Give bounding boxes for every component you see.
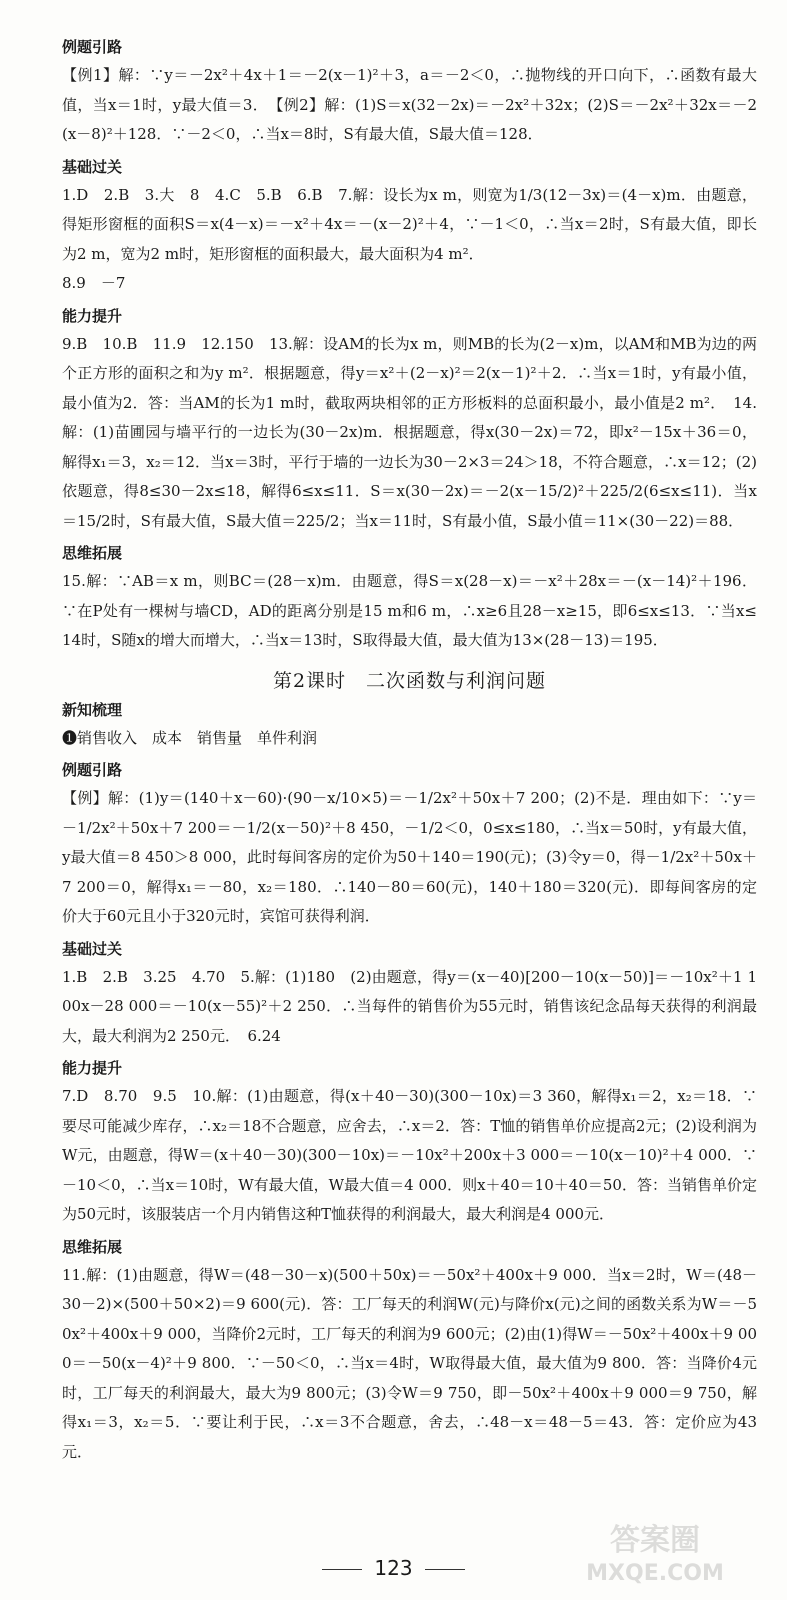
page-number-dash-left [322,1569,362,1570]
section-heading: 思维拓展 [62,544,123,562]
watermark-url: MXQE.COM [586,1561,724,1586]
section-heading: 基础过关 [62,157,123,176]
section-heading: 能力提升 [62,306,123,325]
section-group-1 [62,36,757,656]
watermark-text: 答案圈 [610,1523,700,1558]
section-heading: 思维拓展 [62,1237,123,1256]
watermark-logo [545,1510,765,1590]
answer-page [62,30,757,1467]
section-text: 9.B 10.B 11.9 12.150 13.解：设AM的长为x m，则MB的长为(2－x)m，以AM和MB为边的两个正方形的面积之和为y m²．根据题意，得y＝x²＋(2－x)²＝2(x－1)²＋2．∴当x＝1时，y有最小值，最小值为2．答：当AM的长为1 m时，截取两块相邻的正方形板料的总面积最小，最小值是2 m²． 14.解：(1)苗圃园与墙平行的一边长为(30－2x)m．根据题意，得x(30－2x)＝72，即x²－15x＋36＝0，解得x₁＝3，x₂＝12．当x＝3时，平行于墙的一边长为30－2×3＝24＞18，不符合题意，∴x＝12；(2)依题意，得8≤30－2x≤18，解得6≤x≤11．S＝x(30－2x)＝－2(x－15/2)²＋225/2(6≤x≤11)．当x＝15/2时，S有最大值，S最大值＝225/2；当x＝11时，S有最小值，S最小值＝11×(30－22)＝88． [62,334,757,530]
lesson-title: 第2课时 二次函数与利润问题 [272,669,547,692]
section-text: ❶销售收入 成本 销售量 单件利润 [62,728,318,747]
section-text: 7.D 8.70 9.5 10.解：(1)由题意，得(x＋40－30)(300－10x)＝3 360，解得x₁＝2，x₂＝18．∵要尽可能减少库存，∴x₂＝18不合题意，应舍去，∴x＝2．答：T恤的销售单价应提高2元；(2)设利润为W元，由题意，得W＝(x＋40－30)(300－10x)＝－10x²＋200x＋3 000＝－10(x－10)²＋4 000．∵－10＜0，∴当x＝10时，W有最大值，W最大值＝4 000．则x＋40＝10＋40＝50．答：当销售单价定为50元时，该服装店一个月内销售这种T恤获得的利润最大，最大利润是4 000元． [62,1087,757,1223]
section-text: 【例】解：(1)y＝(140＋x－60)·(90－x/10×5)＝－1/2x²＋50x＋7 200；(2)不是．理由如下：∵y＝－1/2x²＋50x＋7 200＝－1/2(x－50)²＋8 450，－1/2＜0，0≤x≤180，∴当x＝50时，y有最大值，y最大值＝8 450＞8 000，此时每间客房的定价为50＋140＝190(元)；(3)令y＝0，得－1/2x²＋50x＋7 200＝0，解得x₁＝－80，x₂＝180．∴140－80＝60(元)，140＋180＝320(元)．即每间客房的定价大于60元且小于320元时，宾馆可获得利润． [62,789,757,925]
section-text: 15.解：∵AB＝x m，则BC＝(28－x)m．由题意，得S＝x(28－x)＝－x²＋28x＝－(x－14)²＋196．∵在P处有一棵树与墙CD，AD的距离分别是15 m和6 m，∴x≥6且28－x≥15，即6≤x≤13．∵当x≤14时，S随x的增大而增大，∴当x＝13时，S取得最大值，最大值为13×(28－13)＝195． [62,572,757,649]
section-heading: 基础过关 [62,939,123,958]
section-heading: 能力提升 [62,1059,123,1077]
page-number-dash-right [425,1569,465,1570]
section-text: 1.D 2.B 3.大 8 4.C 5.B 6.B 7.解：设长为x m，则宽为1/3(12－3x)＝(4－x)m．由题意，得矩形窗框的面积S＝x(4－x)＝－x²＋4x＝－(x－2)²＋4，∵－1＜0，∴当x＝2时，S有最大值，即长为2 m，宽为2 m时，矩形窗框的面积最大，最大面积为4 m²． 8.9 －7 [62,185,757,292]
section-text: 1.B 2.B 3.25 4.70 5.解：(1)180 (2)由题意，得y＝(x－40)[200－10(x－50)]＝－10x²＋1 100x－28 000＝－10(x－55)²＋2 250．∴当每件的销售价为55元时，销售该纪念品每天获得的利润最大，最大利润为2 250元． 6.24 [62,967,757,1045]
section-heading: 新知梳理 [62,700,123,719]
section-text: 【例1】解：∵y＝－2x²＋4x＋1＝－2(x－1)²＋3，a＝－2＜0，∴抛物线的开口向下，∴函数有最大值，当x＝1时，y最大值＝3． 【例2】解：(1)S＝x(32－2x)＝－2x²＋32x；(2)S＝－2x²＋32x＝－2(x－8)²＋128．∵－2＜0，∴当x＝8时，S有最大值，S最大值＝128． [62,66,757,143]
section-heading: 例题引路 [62,761,123,779]
section-heading: 例题引路 [62,38,123,56]
section-group-2 [62,699,757,1468]
page-number-value: 123 [374,1556,413,1580]
section-text: 11.解：(1)由题意，得W＝(48－30－x)(500＋50x)＝－50x²＋400x＋9 000．当x＝2时，W＝(48－30－2)×(500＋50×2)＝9 600(元)．答：工厂每天的利润W(元)与降价x(元)之间的函数关系为W＝－50x²＋400x＋9 000，当降价2元时，工厂每天的利润为9 600元；(2)由(1)得W＝－50x²＋400x＋9 000＝－50(x－4)²＋9 800．∵－50＜0，∴当x＝4时，W取得最大值，最大值为9 800．答：当降价4元时，工厂每天的利润最大，最大为9 800元；(3)令W＝9 750，即－50x²＋400x＋9 000＝9 750，解得x₁＝3，x₂＝5．∵要让利于民，∴x＝3不合题意，舍去，∴48－x＝48－5＝43．答：定价应为43元． [62,1265,757,1461]
